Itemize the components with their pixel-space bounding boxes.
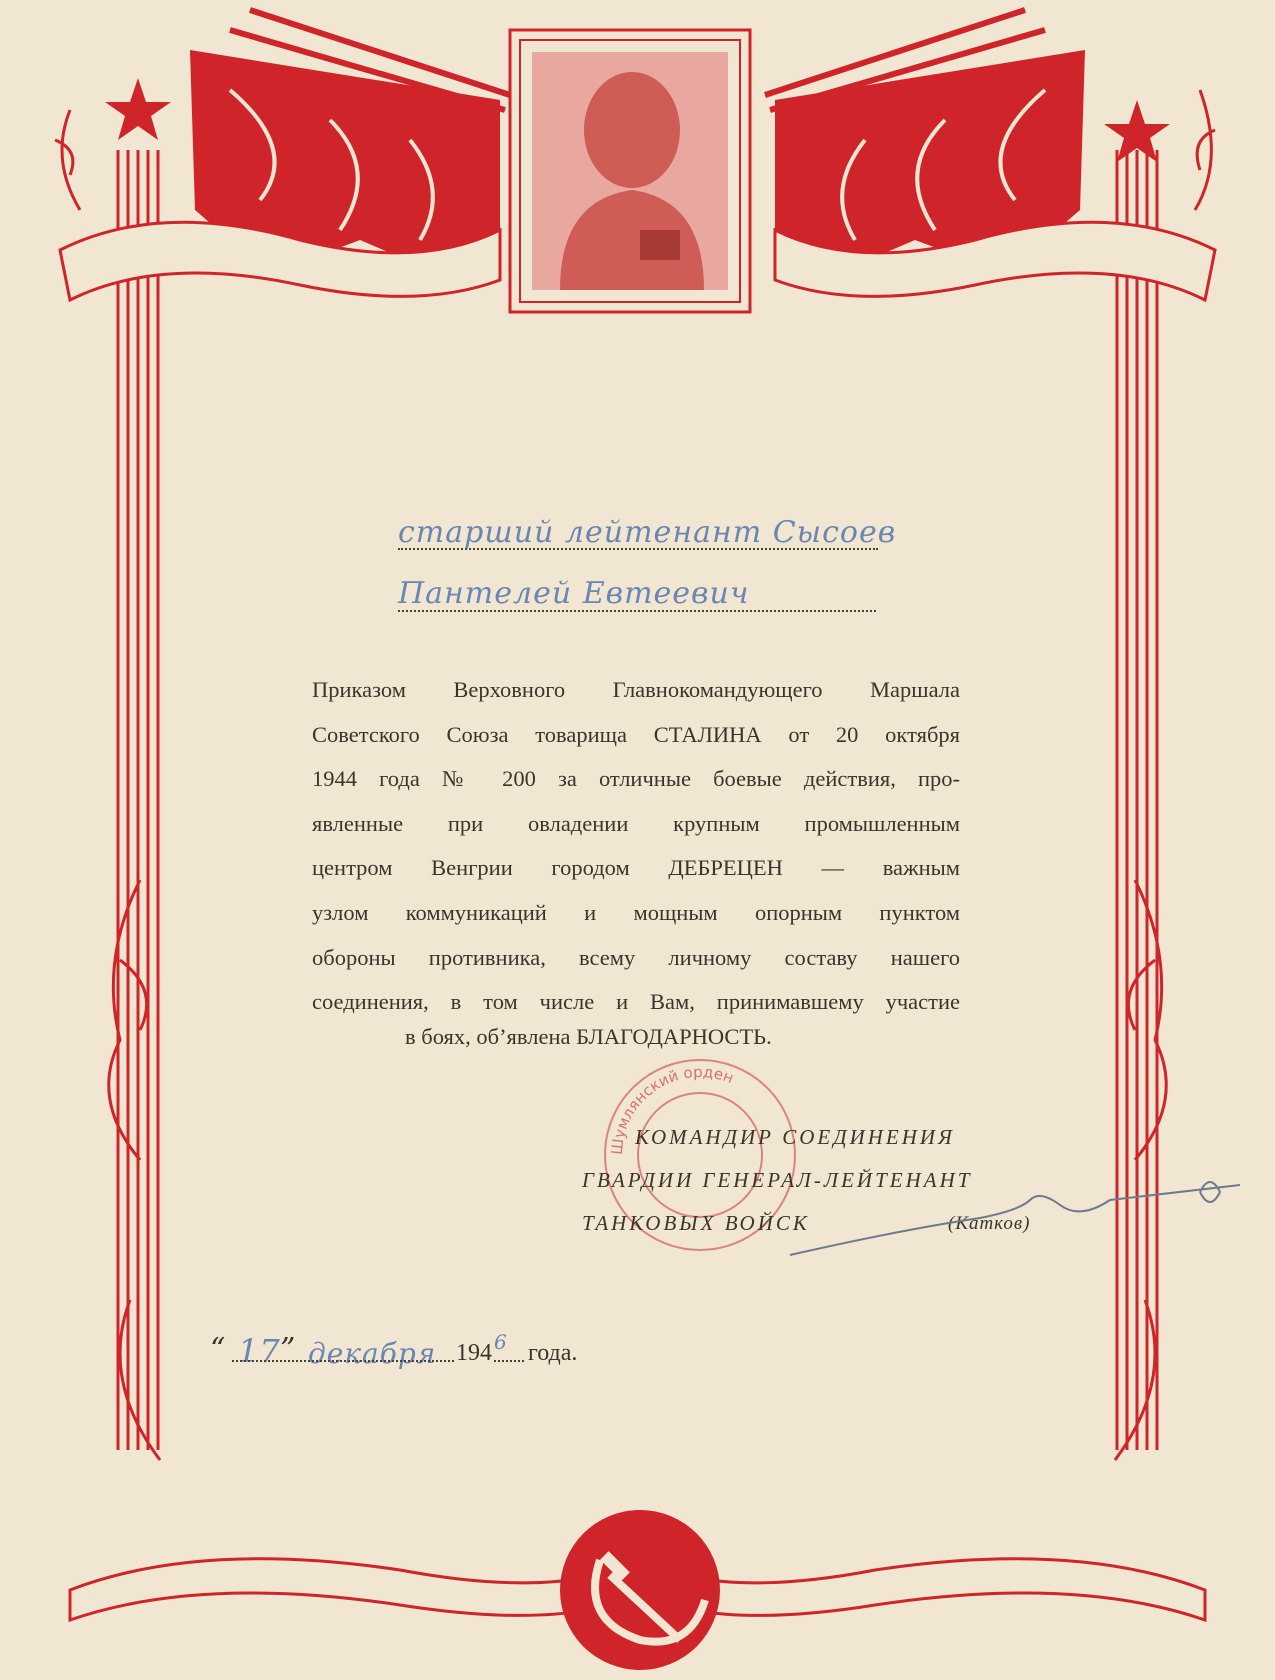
recipient-line-1: старший лейтенант Сысоев (398, 515, 897, 550)
recipient-line-2: Пантелей Евтеевич (398, 576, 750, 611)
recipient-line-1-dots (398, 548, 878, 550)
date-dots-1 (232, 1360, 454, 1362)
citation-line: 1944 года № 200 за отличные боевые действия, про- (312, 766, 960, 792)
citation-text (312, 668, 960, 1025)
left-column (118, 150, 158, 1450)
citation-line: узлом коммуникаций и мощным опорным пунктом (312, 899, 960, 925)
portrait-image (510, 30, 750, 312)
stamp-text: Шумлянский орден (607, 1062, 737, 1156)
citation-line: соединения, в том числе и Вам, принимавшему участие (312, 989, 960, 1015)
date-quote-close: ” (280, 1332, 297, 1367)
signature-title-1: КОМАНДИР СОЕДИНЕНИЯ (635, 1125, 955, 1149)
date-quote-open: “ (210, 1332, 227, 1367)
handwritten-signature (780, 1170, 1240, 1260)
signature-name: (Катков) (948, 1213, 1031, 1234)
date-suffix: года. (528, 1340, 578, 1366)
citation-line: Приказом Верховного Главнокомандующего Маршала (312, 677, 960, 702)
citation-line: центром Венгрии городом ДЕБРЕЦЕН — важным (312, 855, 960, 881)
date-dots-2 (494, 1360, 524, 1362)
citation-line: Советского Союза товарища СТАЛИНА от 20 октября (312, 721, 960, 747)
citation-line: явленные при овладении крупным промышленным (312, 810, 960, 836)
signature-title-2: ГВАРДИИ ГЕНЕРАЛ-ЛЕЙТЕНАНТ (582, 1168, 973, 1192)
citation-last-line: в боях, об’явлена БЛАГОДАРНОСТЬ. (405, 1024, 772, 1049)
date-year-suffix: 6 (494, 1330, 508, 1354)
citation-line: обороны противника, всему личному составу нашего (312, 944, 960, 970)
hammer-sickle-icon (560, 1510, 720, 1670)
date-month: декабря (308, 1337, 437, 1370)
date-day: 17 (238, 1332, 281, 1370)
signature-title-3: ТАНКОВЫХ ВОЙСК (582, 1211, 810, 1235)
red-star-icon (105, 78, 171, 140)
recipient-line-2-dots (398, 610, 876, 612)
date-year-prefix: 194 (456, 1340, 492, 1366)
